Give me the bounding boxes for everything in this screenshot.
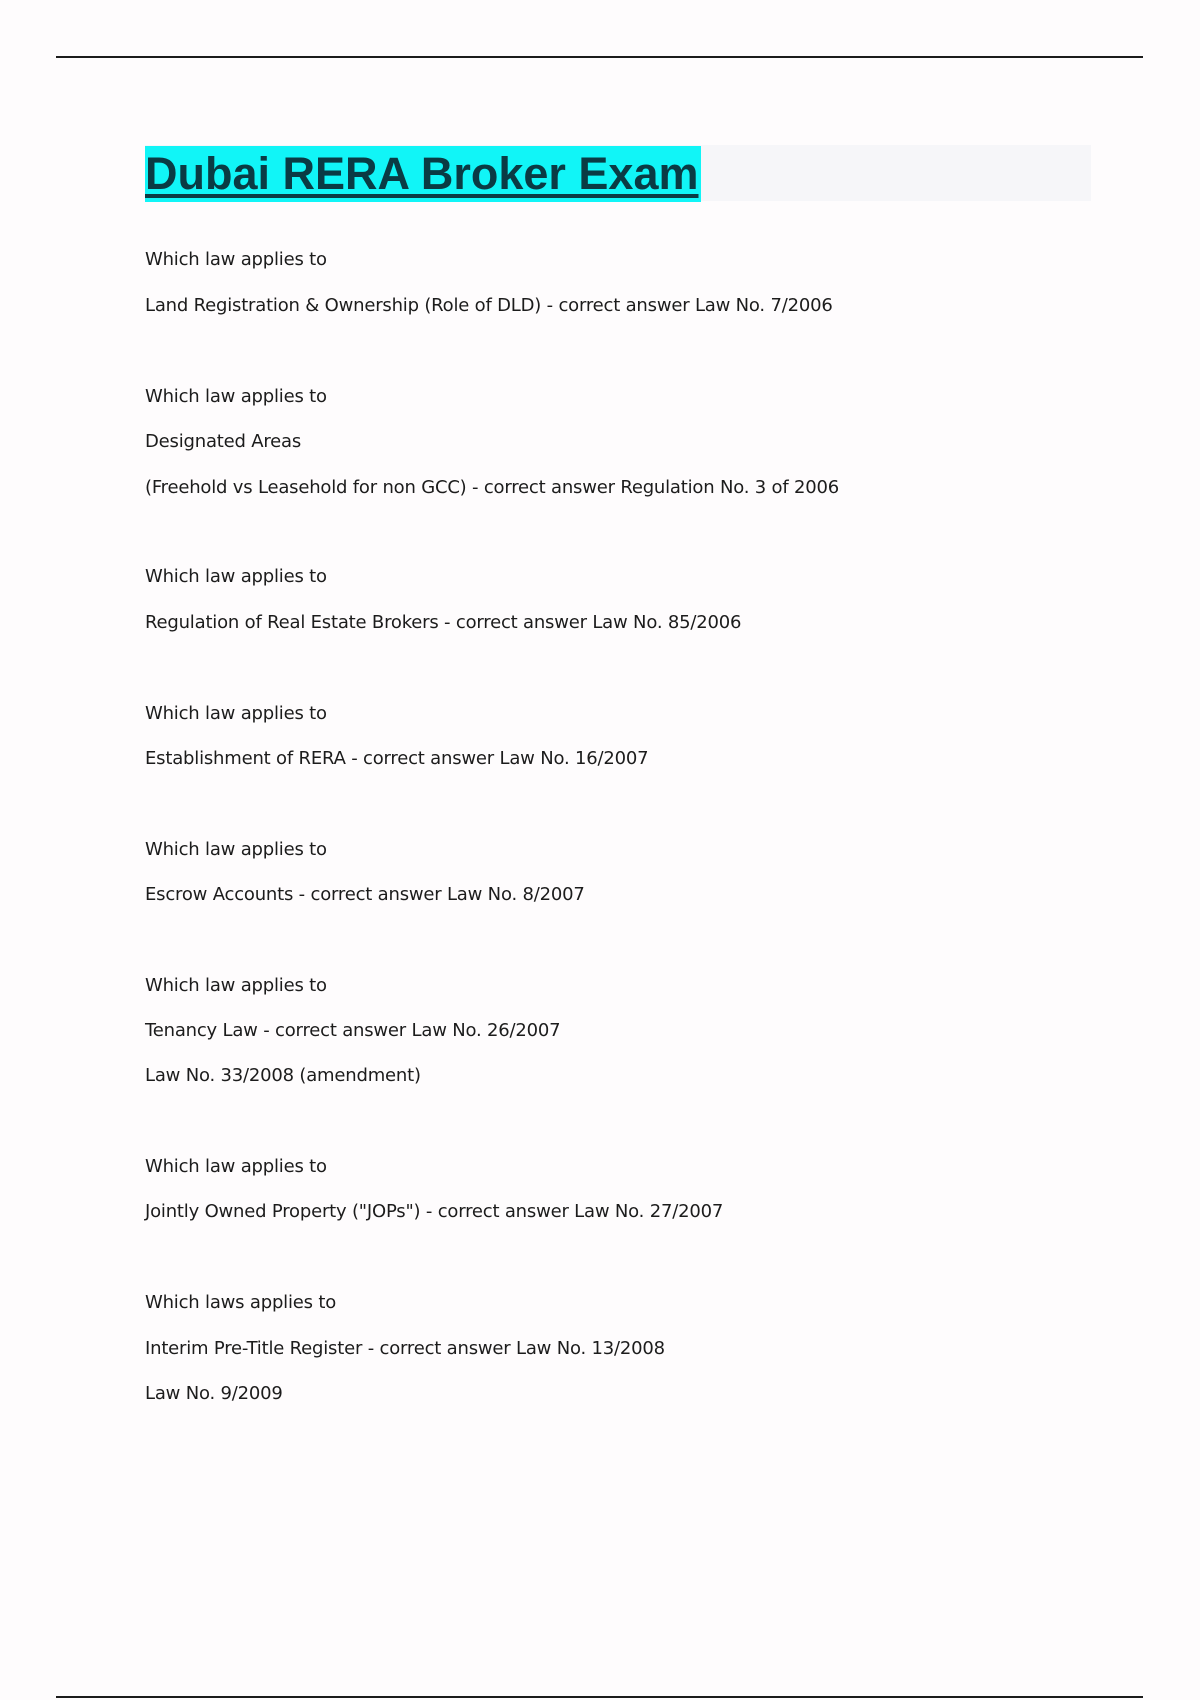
question-prompt: Which law applies to <box>145 566 327 587</box>
answer-line: Interim Pre-Title Register - correct answer Law No. 13/2008 <box>145 1338 665 1359</box>
answer-line: Law No. 33/2008 (amendment) <box>145 1065 421 1086</box>
question-prompt: Which law applies to <box>145 1156 327 1177</box>
answer-line: (Freehold vs Leasehold for non GCC) - correct answer Regulation No. 3 of 2006 <box>145 477 840 498</box>
header-rule <box>56 56 1143 58</box>
answer-line: Jointly Owned Property ("JOPs") - correct answer Law No. 27/2007 <box>145 1201 724 1222</box>
answer-line: Law No. 9/2009 <box>145 1383 283 1404</box>
question-prompt: Which law applies to <box>145 703 327 724</box>
answer-line: Tenancy Law - correct answer Law No. 26/2007 <box>145 1020 561 1041</box>
question-prompt: Which law applies to <box>145 249 327 270</box>
answer-line: Regulation of Real Estate Brokers - correct answer Law No. 85/2006 <box>145 612 742 633</box>
question-prompt: Which laws applies to <box>145 1292 337 1313</box>
answer-line: Designated Areas <box>145 431 302 452</box>
answer-line: Establishment of RERA - correct answer Law No. 16/2007 <box>145 748 649 769</box>
document-title: Dubai RERA Broker Exam <box>145 146 701 202</box>
question-prompt: Which law applies to <box>145 839 327 860</box>
question-prompt: Which law applies to <box>145 386 327 407</box>
question-prompt: Which law applies to <box>145 975 327 996</box>
footer-rule <box>56 1696 1143 1698</box>
answer-line: Escrow Accounts - correct answer Law No. 8/2007 <box>145 884 585 905</box>
answer-line: Land Registration & Ownership (Role of DLD) - correct answer Law No. 7/2006 <box>145 295 833 316</box>
